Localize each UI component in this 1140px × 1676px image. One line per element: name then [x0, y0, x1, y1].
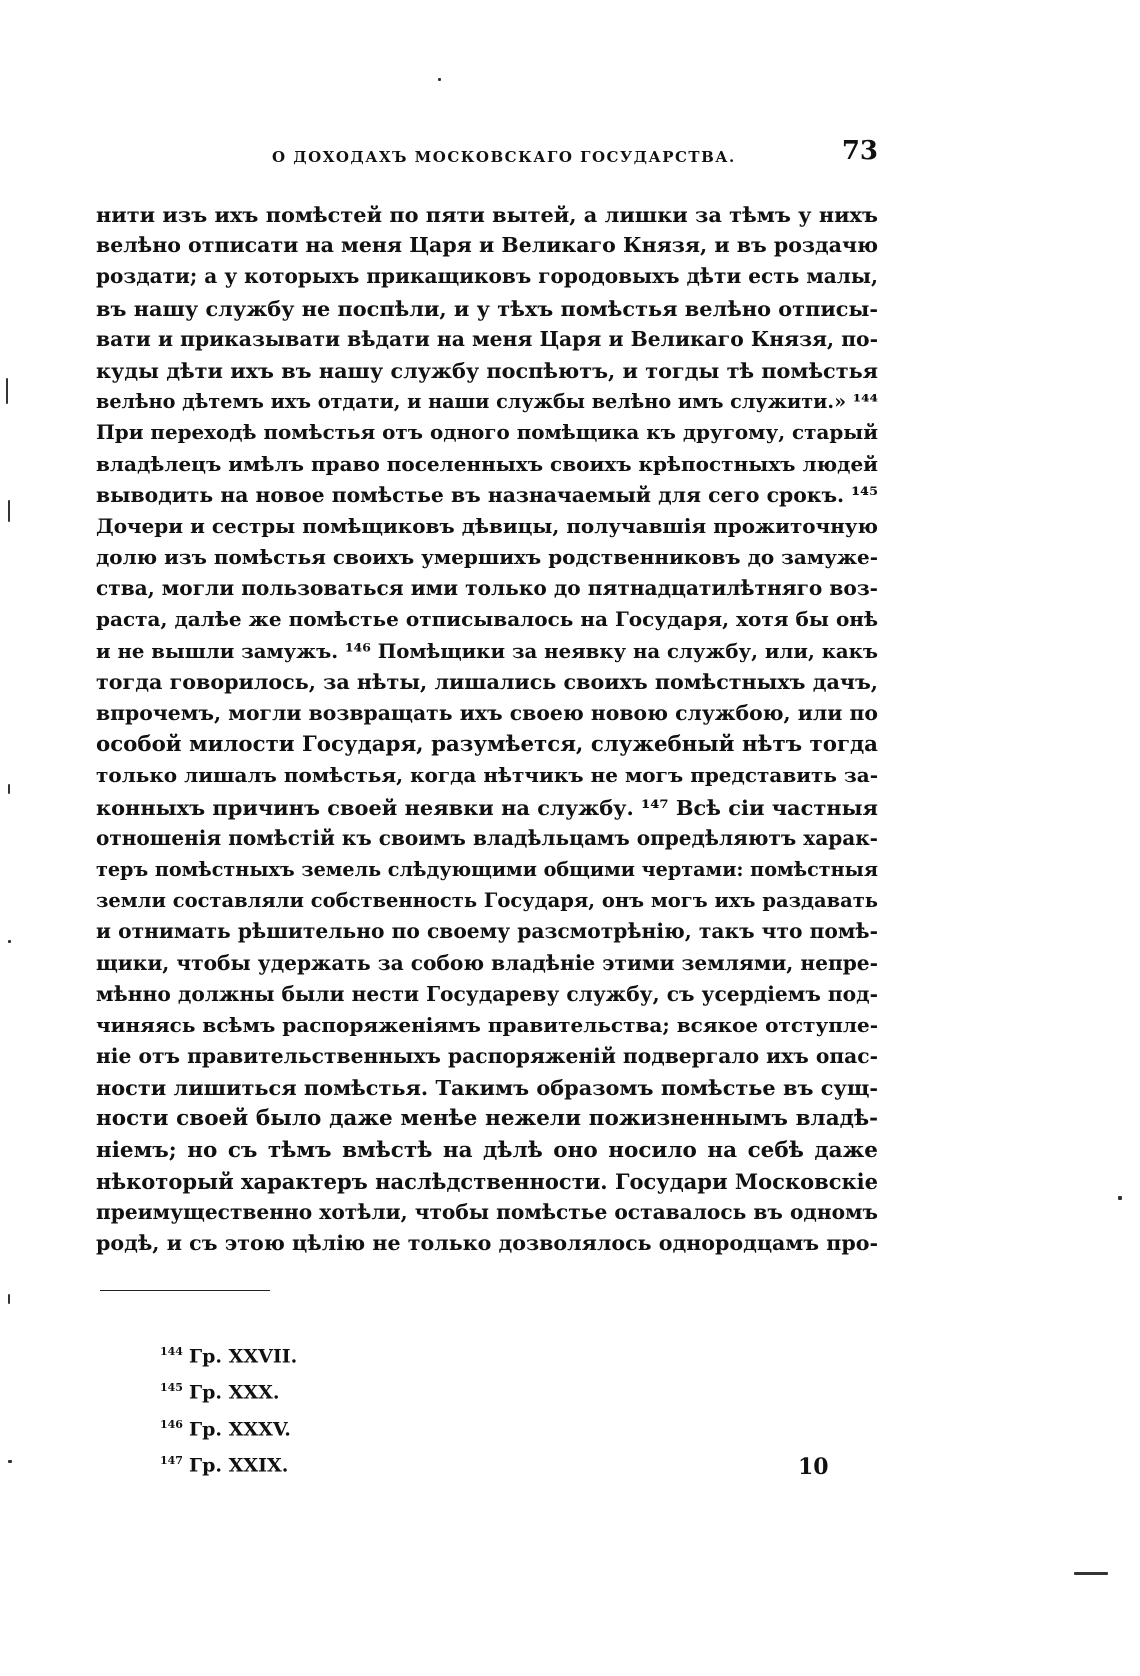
footnote-text: Гр. XXXV. [188, 1417, 291, 1440]
scan-speck [8, 1460, 12, 1463]
footnote-number: 145 [160, 1381, 183, 1395]
footnote-number: 146 [160, 1417, 183, 1431]
text-line: ности лишиться помѣстья. Такимъ образомъ помѣстье въ сущ- [96, 1075, 878, 1101]
scan-speck [1118, 1196, 1122, 1200]
text-line: куды дѣти ихъ въ нашу службу поспѣютъ, и тогды тѣ помѣстья [96, 357, 878, 383]
text-line: родѣ, и съ этою цѣлію не только дозволялось однородцамъ про- [96, 1231, 878, 1256]
text-line: конныхъ причинъ своей неявки на службу. ¹⁴⁷ Всѣ сіи частныя [96, 794, 878, 820]
text-line: вати и приказывати вѣдати на меня Царя и Великаго Князя, по- [96, 326, 878, 351]
footnote-text: Гр. XXIX. [188, 1454, 289, 1477]
text-line: велѣно отписати на меня Царя и Великаго Князя, и въ роздачю [96, 233, 878, 258]
text-line: и не вышли замужъ. ¹⁴⁶ Помѣщики за неявку на службу, или, какъ [96, 639, 878, 663]
text-line: выводить на новое помѣстье въ назначаемый для сего срокъ. ¹⁴⁵ [96, 482, 878, 507]
footnote-number: 144 [160, 1345, 183, 1358]
signature-mark: 10 [798, 1454, 829, 1480]
footnote [160, 1409, 297, 1445]
footnote-number: 147 [160, 1453, 183, 1467]
text-line: велѣно дѣтемъ ихъ отдати, и наши службы велѣно имъ служити.» ¹⁴⁴ [96, 390, 878, 414]
text-line: преимущественно хотѣли, чтобы помѣстье оставалось въ одномъ [96, 1200, 878, 1224]
footnote-rule [100, 1290, 270, 1291]
text-line: нѣкоторый характеръ наслѣдственности. Государи Московскіе [96, 1168, 878, 1194]
footnote [160, 1445, 297, 1481]
text-line: ства, могли пользоваться ими только до пятнадцатилѣтняго воз- [96, 576, 878, 601]
text-line: мѣнно должны были нести Государеву службу, съ усердіемъ под- [96, 981, 878, 1006]
footnote-text: Гр. XXVII. [188, 1345, 298, 1368]
scan-speck [8, 784, 10, 794]
scan-speck [8, 940, 11, 943]
text-line: и отнимать рѣшительно по своему разсмотрѣнію, такъ что помѣ- [96, 919, 878, 944]
text-line: чиняясь всѣмъ распоряженіямъ правительства; всякое отступле- [96, 1012, 878, 1037]
scan-speck [6, 378, 8, 404]
text-line: ніемъ; но съ тѣмъ вмѣстѣ на дѣлѣ оно носило на себѣ даже [96, 1137, 878, 1163]
text-line: въ нашу службу не поспѣли, и у тѣхъ помѣстья велѣно отписы- [96, 295, 878, 321]
text-line: При переходѣ помѣстья отъ одного помѣщика къ другому, старый [96, 420, 878, 445]
text-line: земли составляли собственность Государя, онъ могъ ихъ раздавать [96, 889, 878, 913]
text-line: роздати; а у которыхъ прикащиковъ городовыхъ дѣти есть малы, [96, 264, 878, 289]
text-line: Дочери и сестры помѣщиковъ дѣвицы, получавшія прожиточную [96, 513, 878, 538]
scan-speck [8, 500, 10, 522]
text-line: впрочемъ, могли возвращать ихъ своею новою службою, или по [96, 701, 878, 725]
text-line: особой милости Государя, разумѣется, служебный нѣтъ тогда [96, 732, 878, 758]
text-line: тогда говорилось, за нѣты, лишались своихъ помѣстныхъ дачъ, [96, 669, 878, 694]
text-line: раста, далѣе же помѣстье отписывалось на Государя, хотя бы онѣ [96, 607, 878, 632]
text-line: владѣлецъ имѣлъ право поселенныхъ своихъ крѣпостныхъ людей [96, 451, 878, 476]
text-line: нити изъ ихъ помѣстей по пяти вытей, а лишки за тѣмъ у нихъ [96, 202, 878, 227]
text-line: щики, чтобы удержать за собою владѣніе этими землями, непре- [96, 950, 878, 975]
text-line: ніе отъ правительственныхъ распоряженій подвергало ихъ опас- [96, 1044, 878, 1069]
running-head: О ДОХОДАХЪ МОСКОВСКАГО ГОСУДАРСТВА. [272, 148, 736, 166]
text-line: долю изъ помѣстья своихъ умершихъ родственниковъ до замуже- [96, 545, 878, 570]
text-line: отношенія помѣстій къ своимъ владѣльцамъ опредѣляютъ харак- [96, 825, 878, 850]
scan-speck [438, 78, 441, 81]
footnote-text: Гр. XXX. [188, 1381, 280, 1404]
footnote [160, 1336, 297, 1372]
footnotes [160, 1336, 297, 1481]
footnote [160, 1372, 297, 1408]
text-line: только лишалъ помѣстья, когда нѣтчикъ не могъ представить за- [96, 763, 878, 788]
body-text [96, 199, 878, 1259]
page-header [96, 136, 878, 176]
text-line: теръ помѣстныхъ земель слѣдующими общими чертами: помѣстныя [96, 857, 878, 881]
page-number: 73 [841, 136, 878, 166]
scan-speck [1074, 1572, 1108, 1575]
text-line: ности своей было даже менѣе нежели пожизненнымъ владѣ- [96, 1106, 878, 1132]
scan-speck [8, 1294, 10, 1304]
